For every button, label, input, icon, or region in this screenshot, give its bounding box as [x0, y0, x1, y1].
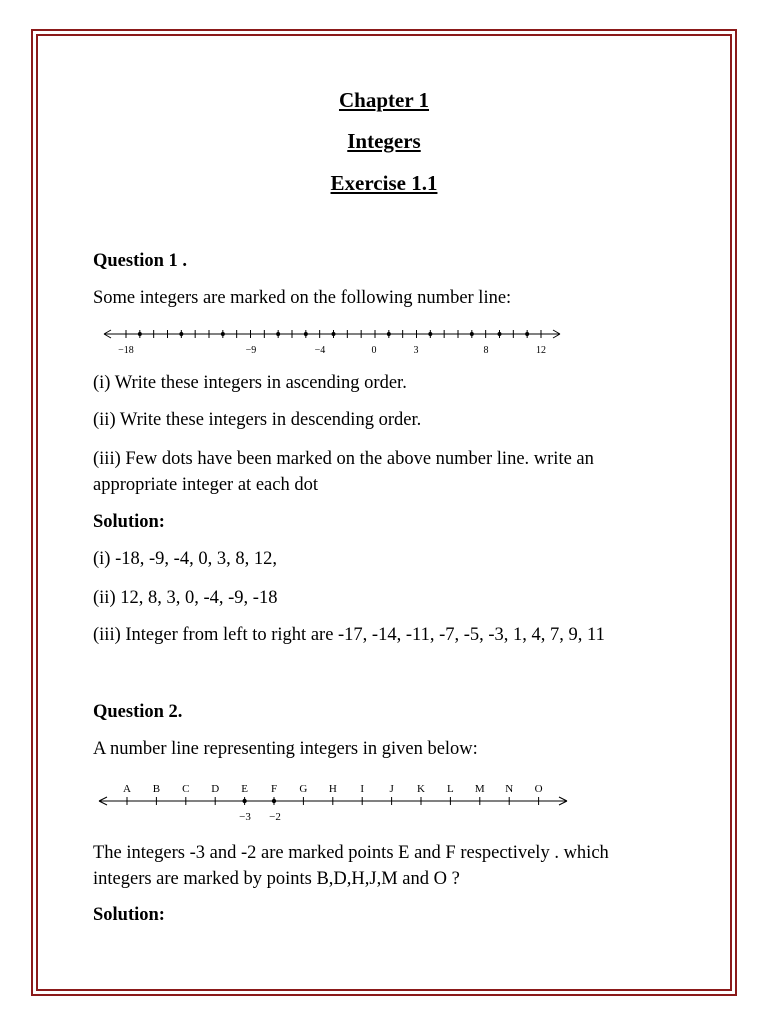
exercise-heading: Exercise 1.1: [330, 171, 438, 195]
question-1-prompt: Some integers are marked on the following number line:: [93, 288, 512, 308]
q1-answer-ii: (ii) 12, 8, 3, 0, -4, -9, -18: [93, 588, 278, 608]
q1-answer-iii: (iii) Integer from left to right are -17, -14, -11, -7, -5, -3, 1, 4, 7, 9, 11: [93, 625, 605, 645]
nl1-label: 8: [483, 345, 489, 356]
dot: [304, 332, 308, 336]
question-2-prompt: A number line representing integers in given below:: [93, 739, 478, 759]
question-2-title: Question 2.: [93, 702, 183, 722]
nl1-label: −18: [118, 345, 134, 356]
point-letter: G: [299, 783, 308, 795]
dot: [428, 332, 432, 336]
number-line-1: [100, 322, 570, 358]
q1-part-iii: (iii) Few dots have been marked on the above number line. write an: [93, 449, 594, 469]
nl1-label: −4: [314, 345, 326, 356]
nl2-value-e: −3: [239, 811, 251, 823]
point-letter: C: [182, 783, 190, 795]
point-letter: K: [417, 783, 425, 795]
dot: [276, 332, 280, 336]
nl1-label: 12: [536, 345, 546, 356]
nl1-label: 0: [371, 345, 377, 356]
nl1-label: 3: [413, 345, 419, 356]
q2-solution-label: Solution:: [93, 905, 165, 925]
q2-body-line1: The integers -3 and -2 are marked points E and F respectively . which: [93, 843, 609, 863]
point-letter: E: [241, 783, 248, 795]
number-line-2: [95, 778, 575, 824]
dot: [179, 332, 183, 336]
dot: [470, 332, 474, 336]
nl1-label: −9: [245, 345, 257, 356]
chapter-heading: Chapter 1: [338, 88, 430, 112]
number-line-1-marks: [104, 330, 560, 338]
dot: [138, 332, 142, 336]
q1-part-i: (i) Write these integers in ascending order.: [93, 373, 407, 393]
nl2-value-f: −2: [269, 811, 281, 823]
point-letter: I: [360, 783, 365, 795]
point-letter: O: [534, 783, 543, 795]
q1-solution-label: Solution:: [93, 512, 165, 532]
number-line-2-letters: [123, 783, 543, 795]
q1-part-iii-cont: appropriate integer at each dot: [93, 475, 318, 495]
dot: [497, 332, 501, 336]
point-letter: D: [211, 783, 220, 795]
question-1-title: Question 1 .: [93, 251, 188, 271]
dot: [221, 332, 225, 336]
dot: [387, 332, 391, 336]
dot: [331, 332, 335, 336]
number-line-2-marks: [99, 797, 567, 805]
topic-heading: Integers: [347, 129, 421, 153]
point-letter: F: [270, 783, 278, 795]
point-letter: H: [328, 783, 337, 795]
point-letter: J: [389, 783, 394, 795]
point-letter: L: [447, 783, 454, 795]
dot: [242, 799, 246, 803]
q1-answer-i: (i) -18, -9, -4, 0, 3, 8, 12,: [93, 549, 277, 569]
dot: [272, 799, 276, 803]
q2-body-line2: integers are marked by points B,D,H,J,M and O ?: [93, 869, 460, 889]
dot: [525, 332, 529, 336]
q1-part-ii: (ii) Write these integers in descending order.: [93, 410, 422, 430]
point-letter: M: [474, 783, 485, 795]
point-letter: N: [505, 783, 514, 795]
point-letter: A: [123, 783, 131, 795]
point-letter: B: [152, 783, 161, 795]
